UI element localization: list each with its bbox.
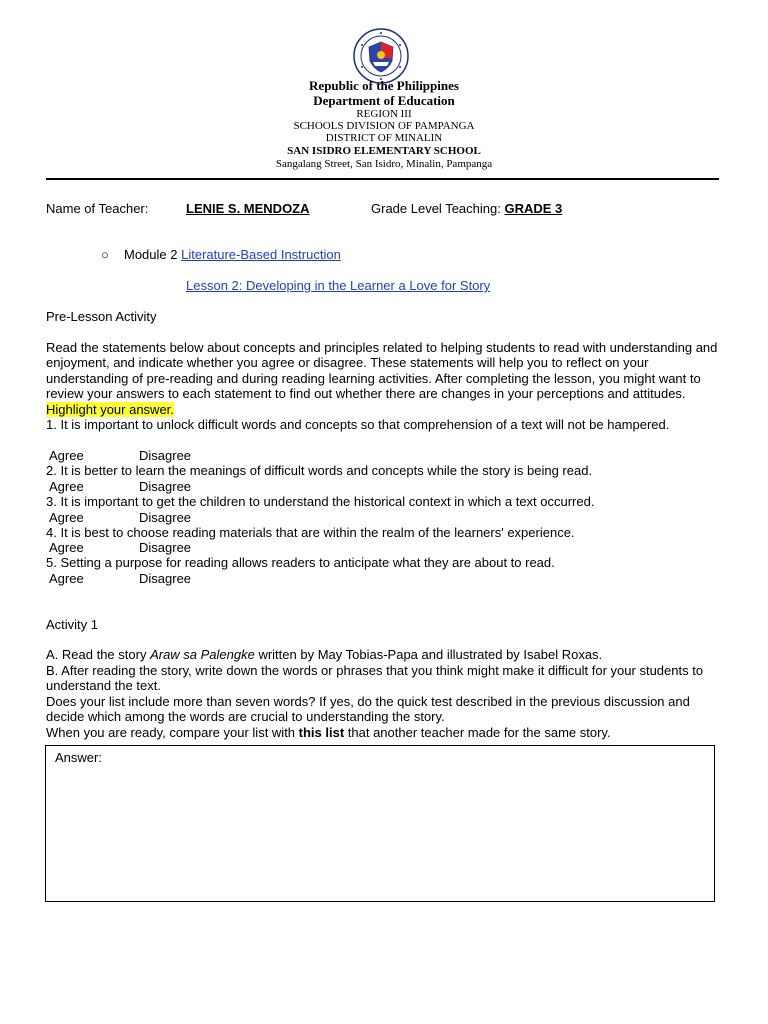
statement-5: 5. Setting a purpose for reading allows readers to anticipate what they are about to read.	[46, 555, 555, 570]
letterhead-republic: Republic of the Philippines	[309, 78, 459, 93]
statement-4: 4. It is best to choose reading materials that are within the realm of the learners' experience.	[46, 525, 575, 540]
statement-3: 3. It is important to get the children to understand the historical context in which a text occurred.	[46, 494, 595, 509]
disagree-option-2[interactable]: Disagree	[139, 479, 192, 494]
module-bullet: ○	[101, 247, 109, 262]
deped-seal-logo	[353, 28, 409, 84]
statement-1: 1. It is important to unlock difficult words and concepts so that comprehension of a text will not be hampered.	[46, 417, 670, 432]
header-divider	[46, 178, 719, 180]
agree-option-2[interactable]: Agree	[49, 479, 84, 494]
letterhead-department: Department of Education	[313, 93, 455, 108]
step-d-suffix: that another teacher made for the same story.	[344, 725, 611, 740]
pre-lesson-title: Pre-Lesson Activity	[46, 309, 157, 324]
disagree-option-1[interactable]: Disagree	[139, 448, 192, 463]
grade-label: Grade Level Teaching:	[371, 201, 501, 216]
pre-lesson-intro	[46, 340, 726, 417]
activity1-step-a	[46, 647, 726, 662]
activity1-title: Activity 1	[46, 617, 99, 632]
module-prefix: Module 2	[124, 247, 178, 262]
letterhead-school: SAN ISIDRO ELEMENTARY SCHOOL	[287, 145, 481, 157]
activity1-step-d	[46, 725, 726, 740]
disagree-option-3[interactable]: Disagree	[139, 510, 192, 525]
agree-option-5[interactable]: Agree	[49, 571, 84, 586]
statement-2: 2. It is better to learn the meanings of difficult words and concepts while the story is being read.	[46, 463, 593, 478]
teacher-row	[46, 201, 148, 216]
agree-option-3[interactable]: Agree	[49, 510, 84, 525]
agree-option-1[interactable]: Agree	[49, 448, 84, 463]
teacher-name: LENIE S. MENDOZA	[186, 201, 310, 216]
letterhead-region: REGION III	[356, 108, 412, 120]
step-d-prefix: When you are ready, compare your list with	[46, 725, 299, 740]
module-line	[124, 247, 341, 262]
disagree-option-4[interactable]: Disagree	[139, 540, 192, 555]
activity1-step-c: Does your list include more than seven words? If yes, do the quick test described in the previous discussion and decide which among the words are crucial to understanding the story.	[46, 694, 690, 725]
teacher-label: Name of Teacher:	[46, 201, 149, 216]
letterhead-address: Sangalang Street, San Isidro, Minalin, Pampanga	[275, 158, 493, 170]
grade-row	[371, 201, 562, 216]
letterhead-district: DISTRICT OF MINALIN	[325, 132, 443, 144]
step-a-prefix: A. Read the story	[46, 647, 151, 662]
activity1-step-b: B. After reading the story, write down the words or phrases that you think might make it difficult for your students to understand the text.	[46, 663, 704, 694]
answer-box[interactable]	[45, 745, 715, 902]
agree-option-4[interactable]: Agree	[49, 540, 84, 555]
answer-label: Answer:	[55, 750, 102, 765]
disagree-option-5[interactable]: Disagree	[139, 571, 192, 586]
story-title: Araw sa Palengke	[150, 647, 255, 662]
grade-value: GRADE 3	[504, 201, 563, 216]
step-a-suffix: written by May Tobias-Papa and illustrated by Isabel Roxas.	[254, 647, 603, 662]
highlight-instruction: Highlight your answer.	[46, 401, 174, 417]
pre-lesson-intro-text: Read the statements below about concepts and principles related to helping students to read with understanding and enjoyment, and indicate whether you agree or disagree. These statements will help you to reflect on your understanding of pre-reading and during reading learning activities. After completing the lesson, you might want to review your answers to each statement to find out whether there are changes in your perceptions and attitudes.	[46, 340, 718, 402]
letterhead-division: SCHOOLS DIVISION OF PAMPANGA	[293, 120, 475, 132]
this-list-link[interactable]: this list	[298, 725, 345, 740]
lesson-link[interactable]: Lesson 2: Developing in the Learner a Love for Story	[186, 278, 491, 293]
module-link[interactable]: Literature-Based Instruction	[181, 247, 341, 262]
